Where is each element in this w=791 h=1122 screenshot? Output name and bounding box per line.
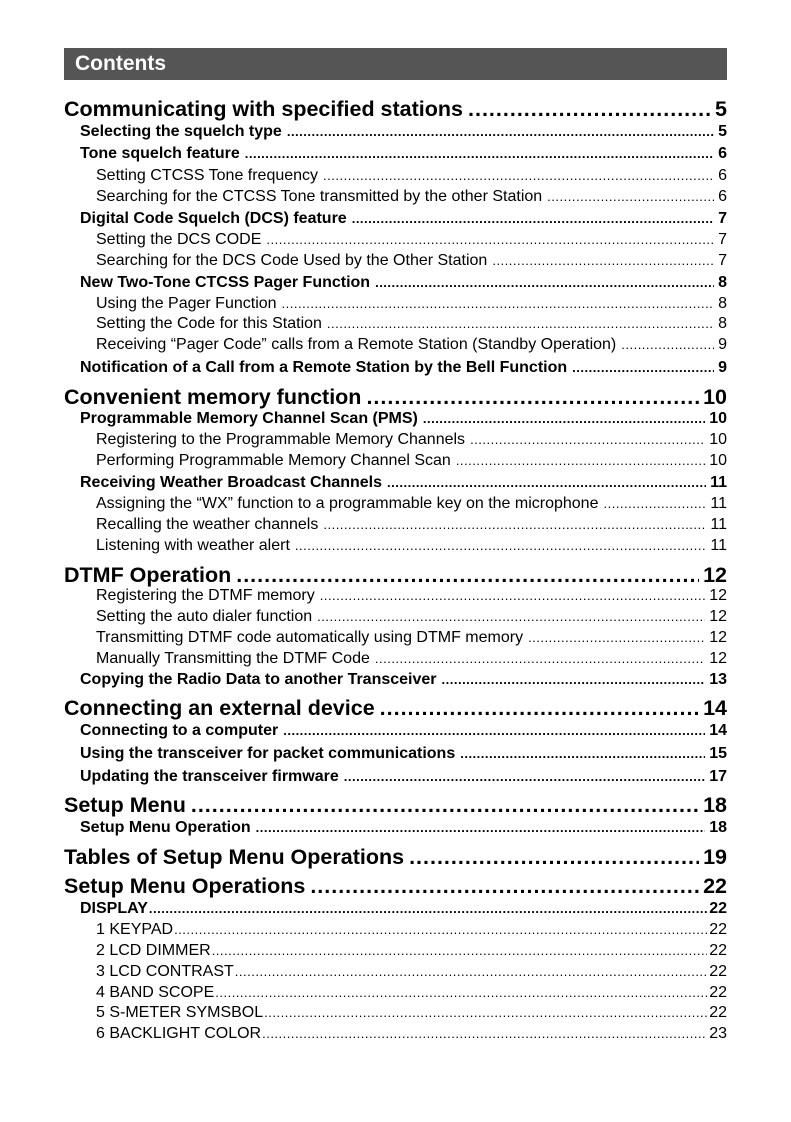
toc-page-number: 8 — [718, 274, 727, 291]
toc-dot-leader — [317, 606, 705, 627]
toc-page-number: 7 — [718, 210, 727, 227]
toc-entry-title: Manually Transmitting the DTMF Code — [96, 650, 370, 667]
toc-dot-leader — [375, 272, 714, 293]
toc-dot-leader — [191, 791, 699, 819]
toc-dot-leader — [320, 585, 705, 606]
toc-page-number: 9 — [718, 336, 727, 353]
toc-entry[interactable] — [80, 121, 727, 142]
toc-dot-leader — [215, 982, 707, 1003]
toc-entry-title: 6 BACKLIGHT COLOR — [96, 1025, 262, 1042]
toc-page-number: 22 — [703, 874, 727, 898]
toc-entry-title: Copying the Radio Data to another Transceiver — [80, 671, 437, 688]
toc-dot-leader — [282, 293, 715, 314]
toc-entry-title: Notification of a Call from a Remote Station by the Bell Function — [80, 359, 568, 376]
toc-dot-leader — [470, 429, 705, 450]
toc-page-number: 12 — [709, 629, 727, 646]
toc-entry-title: 2 LCD DIMMER — [96, 942, 211, 959]
toc-dot-leader — [310, 872, 699, 900]
toc-entry-title: Setup Menu — [64, 793, 186, 817]
toc-page-number: 22 — [709, 942, 727, 959]
toc-dot-leader — [456, 450, 705, 471]
toc-page-number: 14 — [709, 722, 727, 739]
toc-entry-title: Searching for the DCS Code Used by the Other Station — [96, 252, 488, 269]
toc-entry-title: Registering the DTMF memory — [96, 587, 315, 604]
toc-page-number: 8 — [718, 315, 727, 332]
toc-page-number: 6 — [718, 188, 727, 205]
toc-dot-leader — [621, 334, 714, 355]
toc-dot-leader — [256, 817, 706, 838]
toc-page-number: 14 — [703, 696, 727, 720]
toc-entry[interactable] — [96, 165, 727, 186]
toc-entry-title: 5 S-METER SYMSBOL — [96, 1004, 264, 1021]
toc-entry[interactable] — [80, 743, 727, 764]
toc-entry-title: 3 LCD CONTRAST — [96, 963, 234, 980]
toc-dot-leader — [212, 940, 708, 961]
toc-page-number: 5 — [718, 123, 727, 140]
toc-dot-leader — [287, 121, 714, 142]
toc-entry[interactable] — [80, 898, 727, 919]
toc-page-number: 22 — [709, 921, 727, 938]
toc-page-number: 18 — [709, 819, 727, 836]
toc-entry[interactable] — [64, 383, 727, 411]
toc-entry-title: Convenient memory function — [64, 385, 362, 409]
toc-entry[interactable] — [80, 669, 727, 690]
toc-entry-title: 4 BAND SCOPE — [96, 984, 215, 1001]
toc-entry[interactable] — [96, 535, 727, 556]
toc-dot-leader — [366, 383, 699, 411]
toc-entry[interactable] — [96, 313, 727, 334]
toc-entry[interactable] — [96, 961, 727, 982]
toc-entry[interactable] — [80, 817, 727, 838]
toc-dot-leader — [603, 493, 706, 514]
toc-entry[interactable] — [96, 186, 727, 207]
toc-dot-leader — [423, 408, 705, 429]
toc-entry-title: Performing Programmable Memory Channel Scan — [96, 452, 451, 469]
toc-page-number: 10 — [703, 385, 727, 409]
toc-entry[interactable] — [64, 872, 727, 900]
toc-entry[interactable] — [96, 334, 727, 355]
toc-entry-title: Programmable Memory Channel Scan (PMS) — [80, 410, 418, 427]
toc-page-number: 10 — [709, 431, 727, 448]
toc-page-number: 22 — [709, 984, 727, 1001]
toc-entry[interactable] — [96, 919, 727, 940]
toc-dot-leader — [387, 472, 706, 493]
toc-entry-title: Setup Menu Operation — [80, 819, 251, 836]
toc-page-number: 12 — [709, 650, 727, 667]
toc-page-number: 11 — [710, 516, 727, 533]
toc-entry[interactable] — [96, 229, 727, 250]
toc-page-number: 10 — [709, 410, 727, 427]
toc-entry[interactable] — [96, 450, 727, 471]
toc-entry[interactable] — [96, 606, 727, 627]
toc-page-number: 11 — [710, 537, 727, 554]
toc-page-number: 15 — [709, 745, 727, 762]
toc-page-number: 18 — [703, 793, 727, 817]
toc-entry[interactable] — [80, 357, 727, 378]
toc-page-number: 23 — [709, 1025, 727, 1042]
toc-page-number: 12 — [709, 608, 727, 625]
toc-dot-leader — [283, 720, 705, 741]
toc-entry[interactable] — [64, 843, 727, 871]
toc-page-number: 10 — [709, 452, 727, 469]
toc-entry-title: 1 KEYPAD — [96, 921, 174, 938]
toc-entry[interactable] — [96, 1002, 727, 1023]
toc-dot-leader — [327, 313, 714, 334]
toc-dot-leader — [380, 694, 699, 722]
toc-entry[interactable] — [80, 720, 727, 741]
toc-entry-title: Selecting the squelch type — [80, 123, 282, 140]
toc-page-number: 8 — [718, 295, 727, 312]
page-title: Contents — [75, 52, 166, 75]
toc-entry-title: DTMF Operation — [64, 563, 232, 587]
toc-dot-leader — [442, 669, 706, 690]
toc-dot-leader — [174, 919, 707, 940]
toc-entry[interactable] — [96, 585, 727, 606]
toc-entry-title: Receiving “Pager Code” calls from a Remote Station (Standby Operation) — [96, 336, 617, 353]
toc-entry-title: Tone squelch feature — [80, 145, 240, 162]
toc-page-number: 11 — [710, 474, 727, 491]
toc-page-number: 22 — [709, 1004, 727, 1021]
toc-entry-title: New Two-Tone CTCSS Pager Function — [80, 274, 371, 291]
toc-page-number: 6 — [718, 145, 727, 162]
toc-entry-title: Updating the transceiver firmware — [80, 768, 339, 785]
toc-entry-title: Setting the auto dialer function — [96, 608, 313, 625]
toc-entry[interactable] — [64, 791, 727, 819]
toc-entry[interactable] — [96, 648, 727, 669]
toc-entry-title: Searching for the CTCSS Tone transmitted by the other Station — [96, 188, 543, 205]
toc-page-number: 19 — [703, 845, 727, 869]
toc-page-number: 22 — [709, 900, 727, 917]
toc-dot-leader — [323, 514, 706, 535]
toc-dot-leader — [352, 208, 714, 229]
toc-dot-leader — [235, 961, 707, 982]
toc-dot-leader — [572, 357, 714, 378]
toc-entry[interactable] — [64, 694, 727, 722]
toc-dot-leader — [375, 648, 705, 669]
toc-entry[interactable] — [96, 429, 727, 450]
toc-page-number: 7 — [718, 231, 727, 248]
toc-dot-leader — [492, 250, 714, 271]
toc-entry-title: Receiving Weather Broadcast Channels — [80, 474, 383, 491]
toc-page-number: 12 — [703, 563, 727, 587]
toc-page-number: 12 — [709, 587, 727, 604]
toc-entry-title: Setting CTCSS Tone frequency — [96, 167, 319, 184]
toc-page-number: 22 — [709, 963, 727, 980]
toc-entry-title: Digital Code Squelch (DCS) feature — [80, 210, 347, 227]
toc-entry-title: Assigning the “WX” function to a programmable key on the microphone — [96, 495, 599, 512]
toc-entry-title: Transmitting DTMF code automatically using DTMF memory — [96, 629, 524, 646]
toc-entry-title: Using the Pager Function — [96, 295, 277, 312]
toc-dot-leader — [262, 1023, 707, 1044]
toc-entry-title: Connecting to a computer — [80, 722, 279, 739]
toc-dot-leader — [266, 229, 714, 250]
toc-dot-leader — [460, 743, 705, 764]
toc-entry[interactable] — [80, 143, 727, 164]
toc-dot-leader — [323, 165, 714, 186]
toc-page-number: 7 — [718, 252, 727, 269]
toc-page-number: 11 — [710, 495, 727, 512]
toc-entry-title: Setting the DCS CODE — [96, 231, 262, 248]
toc-dot-leader — [409, 843, 699, 871]
toc-entry-title: Setting the Code for this Station — [96, 315, 322, 332]
toc-page-number: 13 — [709, 671, 727, 688]
toc-dot-leader — [295, 535, 707, 556]
toc-entry[interactable] — [96, 250, 727, 271]
toc-entry[interactable] — [80, 208, 727, 229]
toc-entry[interactable] — [96, 293, 727, 314]
toc-entry[interactable] — [96, 1023, 727, 1044]
toc-dot-leader — [149, 898, 707, 919]
toc-dot-leader — [468, 95, 711, 123]
toc-entry-title: Recalling the weather channels — [96, 516, 319, 533]
toc-page-number: 5 — [715, 97, 727, 121]
toc-dot-leader — [245, 143, 714, 164]
toc-entry[interactable] — [80, 408, 727, 429]
toc-entry-title: DISPLAY — [80, 900, 148, 917]
toc-page-number: 17 — [709, 768, 727, 785]
toc-entry[interactable] — [80, 272, 727, 293]
toc-entry[interactable] — [96, 940, 727, 961]
toc-entry-title: Listening with weather alert — [96, 537, 290, 554]
toc-entry[interactable] — [96, 982, 727, 1003]
toc-entry[interactable] — [80, 766, 727, 787]
toc-entry-title: Registering to the Programmable Memory Channels — [96, 431, 466, 448]
toc-entry-title: Using the transceiver for packet communications — [80, 745, 456, 762]
toc-entry[interactable] — [96, 627, 727, 648]
toc-entry-title: Communicating with specified stations — [64, 97, 463, 121]
toc-entry-title: Setup Menu Operations — [64, 874, 306, 898]
toc-entry-title: Tables of Setup Menu Operations — [64, 845, 405, 869]
toc-page-number: 9 — [718, 359, 727, 376]
toc-dot-leader — [264, 1002, 707, 1023]
toc-dot-leader — [344, 766, 705, 787]
toc-entry[interactable] — [80, 472, 727, 493]
toc-dot-leader — [528, 627, 705, 648]
toc-dot-leader — [547, 186, 714, 207]
toc-page-number: 6 — [718, 167, 727, 184]
toc-entry[interactable] — [96, 493, 727, 514]
toc-entry[interactable] — [96, 514, 727, 535]
toc-entry-title: Connecting an external device — [64, 696, 375, 720]
toc-entry[interactable] — [64, 95, 727, 123]
